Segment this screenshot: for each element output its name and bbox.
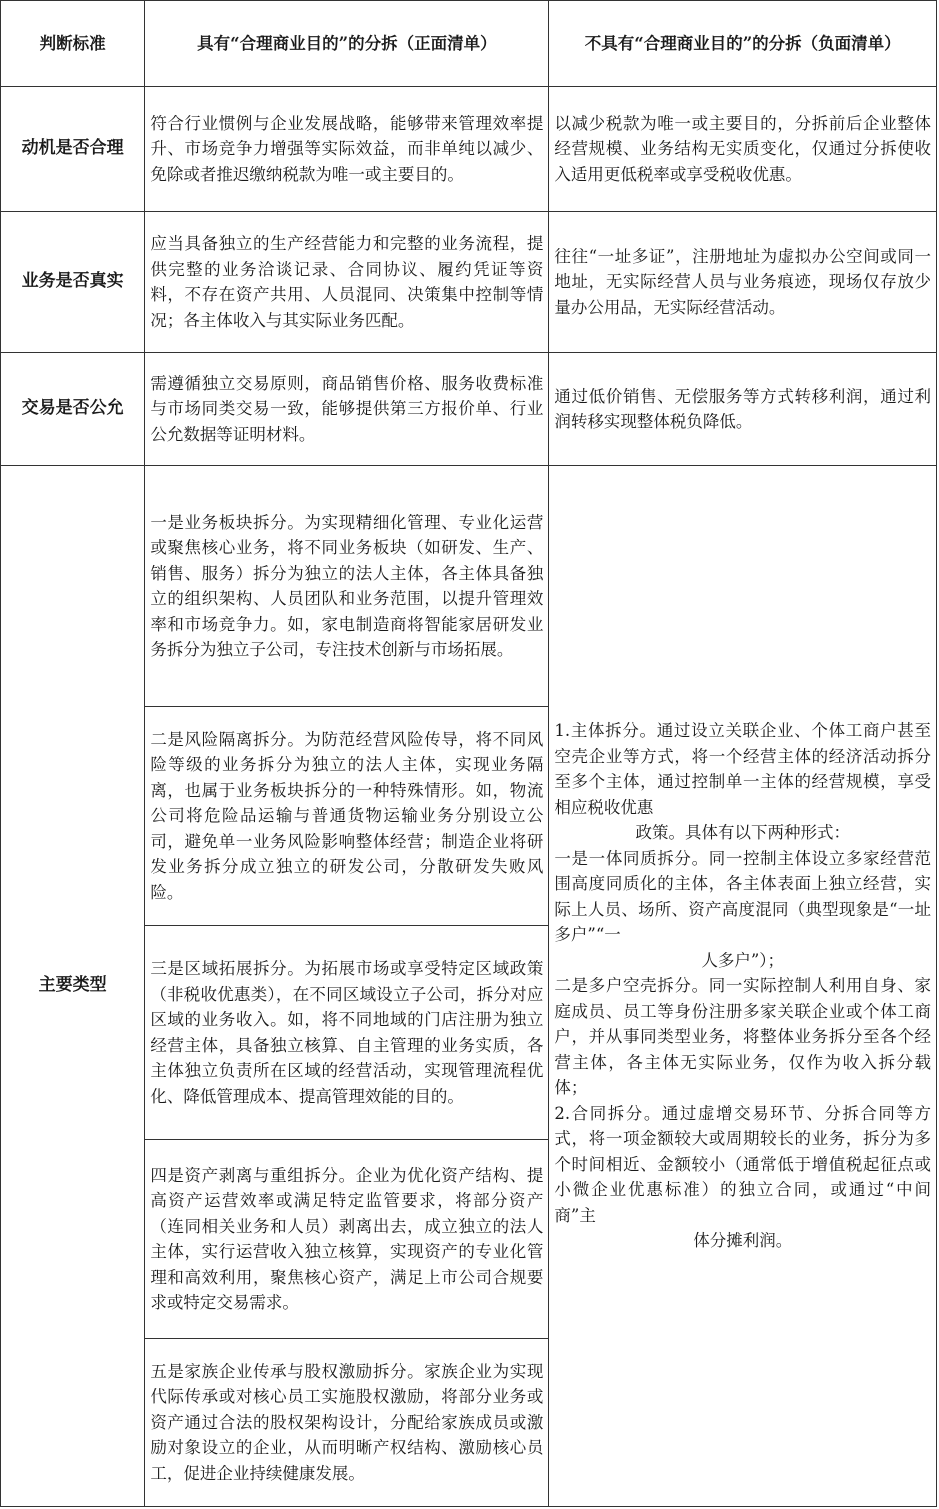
table-row (1, 87, 937, 212)
row-negative: 往往“一址多证”，注册地址为虚拟办公空间或同一地址，无实际经营人员与业务痕迹，现场仅存放少量办公用品，无实际经营活动。 (549, 212, 937, 353)
table-row (1, 353, 937, 466)
header-row (1, 1, 937, 87)
row-negative: 通过低价销售、无偿服务等方式转移利润，通过利润转移实现整体税负降低。 (549, 353, 937, 466)
positive-type-item: 三是区域拓展拆分。为拓展市场或享受特定区域政策（非税收优惠类），在不同区域设立子公司，拆分对应区域的业务收入。如，将不同地域的门店注册为独立经营主体，具备独立核算、自主管理的业务实质，各主体独立负责所在区域的经营活动，实现管理流程优化、降低管理成本、提高管理效能的目的。 (145, 926, 549, 1140)
negative-type-shell: 二是多户空壳拆分。同一实际控制人利用自身、家庭成员、员工等身份注册多家关联企业或个体工商户，并从事同类型业务，将整体业务拆分至各个经营主体，各主体无实际业务，仅作为收入拆分载体； (554, 976, 931, 1098)
header-negative: 不具有“合理商业目的”的分拆（负面清单） (549, 1, 937, 87)
row-positive: 需遵循独立交易原则，商品销售价格、服务收费标准与市场同类交易一致，能够提供第三方报价单、行业公允数据等证明材料。 (145, 353, 549, 466)
row-positive: 符合行业惯例与企业发展战略，能够带来管理效率提升、市场竞争力增强等实际效益，而非单纯以减少、免除或者推迟缴纳税款为唯一或主要目的。 (145, 87, 549, 212)
row-positive: 应当具备独立的生产经营能力和完整的业务流程，提供完整的业务洽谈记录、合同协议、履约凭证等资料，不存在资产共用、人员混同、决策集中控制等情况；各主体收入与其实际业务匹配。 (145, 212, 549, 353)
header-criterion: 判断标准 (1, 1, 145, 87)
negative-type-subject-split-tail: 政策。具体有以下两种形式： (635, 823, 850, 843)
row-criterion: 交易是否公允 (1, 353, 145, 466)
negative-type-homogeneous-tail: 人多户”）； (701, 950, 785, 970)
positive-type-item: 四是资产剥离与重组拆分。企业为优化资产结构、提高资产运营效率或满足特定监管要求，将部分资产（连同相关业务和人员）剥离出去，成立独立的法人主体，实行运营收入独立核算，实现资产的专业化管理和高效利用，聚焦核心资产，满足上市公司合规要求或特定交易需求。 (145, 1140, 549, 1339)
table-row (1, 212, 937, 353)
row-criterion: 业务是否真实 (1, 212, 145, 353)
negative-type-contract-split: 2.合同拆分。通过虚增交易环节、分拆合同等方式，将一项金额较大或周期较长的业务，拆分为多个时间相近、金额较小（通常低于增值税起征点或小微企业优惠标准）的独立合同，或通过“中间商”主 (554, 1103, 931, 1225)
positive-type-item: 二是风险隔离拆分。为防范经营风险传导，将不同风险等级的业务拆分为独立的法人主体，实现业务隔离，也属于业务板块拆分的一种特殊情形。如，物流公司将危险品运输与普通货物运输业务分别设立公司，避免单一业务风险影响整体经营；制造企业将研发业务拆分成立独立的研发公司，分散研发失败风险。 (145, 707, 549, 926)
negative-types-cell (549, 466, 937, 1507)
header-positive: 具有“合理商业目的”的分拆（正面清单） (145, 1, 549, 87)
main-types-criterion: 主要类型 (1, 466, 145, 1507)
negative-type-subject-split: 1.主体拆分。通过设立关联企业、个体工商户甚至空壳企业等方式，将一个经营主体的经济活动拆分至多个主体，通过控制单一主体的经营规模，享受相应税收优惠 (554, 721, 931, 817)
positive-type-item: 一是业务板块拆分。为实现精细化管理、专业化运营或聚焦核心业务，将不同业务板块（如研发、生产、销售、服务）拆分为独立的法人主体，各主体具备独立的组织架构、人员团队和业务范围，以提升管理效率和市场竞争力。如，家电制造商将智能家居研发业务拆分为独立子公司，专注技术创新与市场拓展。 (145, 466, 549, 707)
negative-type-homogeneous: 一是一体同质拆分。同一控制主体设立多家经营范围高度同质化的主体，各主体表面上独立经营，实际上人员、场所、资产高度混同（典型现象是“一址多户”“一 (554, 848, 931, 945)
main-types-row (1, 466, 937, 707)
row-criterion: 动机是否合理 (1, 87, 145, 212)
positive-type-item: 五是家族企业传承与股权激励拆分。家族企业为实现代际传承或对核心员工实施股权激励，将部分业务或资产通过合法的股权架构设计，分配给家族成员或激励对象设立的企业，从而明晰产权结构、激励核心员工，促进企业持续健康发展。 (145, 1339, 549, 1507)
row-negative: 以减少税款为唯一或主要目的，分拆前后企业整体经营规模、业务结构无实质变化，仅通过分拆使收入适用更低税率或享受税收优惠。 (549, 87, 937, 212)
negative-type-contract-split-tail: 体分摊利润。 (693, 1231, 793, 1251)
